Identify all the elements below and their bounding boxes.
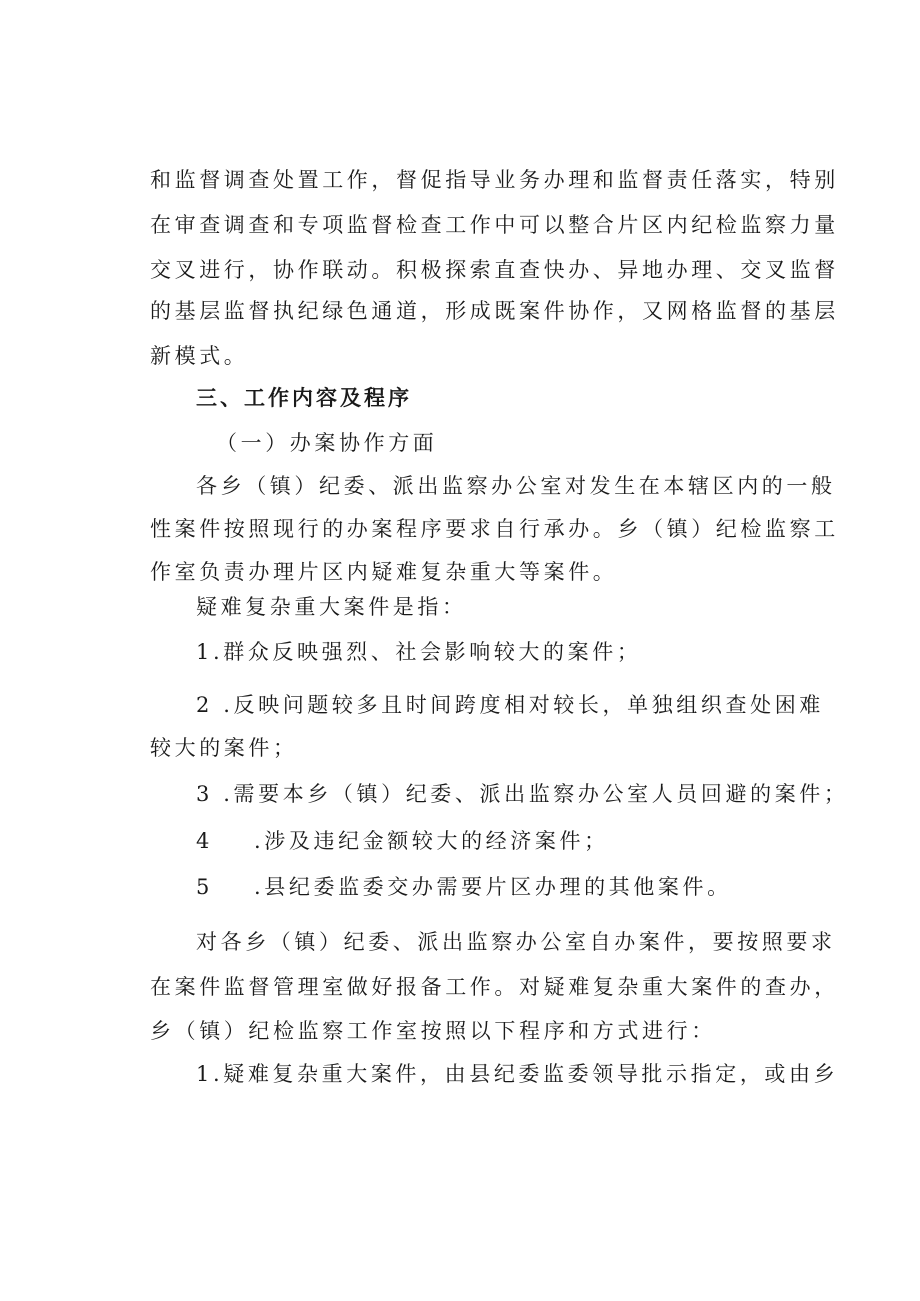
list-item: 1.群众反映强烈、社会影响较大的案件；	[196, 640, 642, 664]
body-line: 交叉进行，协作联动。积极探索直查快办、异地办理、交叉监督	[150, 258, 839, 282]
body-line: 新模式。	[150, 344, 249, 368]
list-item: 2 .反映问题较多且时间跨度相对较长，单独组织查处困难	[196, 693, 824, 717]
list-item: 3 .需要本乡（镇）纪委、派出监察办公室人员回避的案件；	[196, 782, 849, 806]
body-line: 的基层监督执纪绿色通道，形成既案件协作，又网格监督的基层	[150, 299, 839, 323]
list-item-text: .县纪委监委交办需要片区办理的其他案件。	[254, 875, 732, 899]
list-item-number: 5	[196, 875, 210, 899]
paragraph-line: 乡（镇）纪检监察工作室按照以下程序和方式进行：	[150, 1019, 716, 1043]
list-item-number: 4	[196, 829, 210, 853]
paragraph-line: 作室负责办理片区内疑难复杂重大等案件。	[150, 560, 618, 584]
paragraph-line: 各乡（镇）纪委、派出监察办公室对发生在本辖区内的一般	[196, 474, 836, 498]
procedure-item: 1.疑难复杂重大案件，由县纪委监委领导批示指定，或由乡	[196, 1062, 839, 1086]
definition-intro: 疑难复杂重大案件是指：	[196, 595, 467, 619]
list-item-text: .涉及违纪金额较大的经济案件；	[254, 829, 609, 853]
body-line: 在审查调查和专项监督检查工作中可以整合片区内纪检监察力量	[150, 213, 839, 237]
subsection-heading: （一）办案协作方面	[216, 431, 438, 455]
list-item	[196, 826, 800, 856]
body-line: 和监督调查处置工作，督促指导业务办理和监督责任落实，特别	[150, 168, 839, 192]
paragraph-line: 在案件监督管理室做好报备工作。对疑难复杂重大案件的查办，	[150, 975, 839, 999]
list-item	[196, 872, 800, 902]
paragraph-line: 对各乡（镇）纪委、派出监察办公室自办案件，要按照要求	[196, 930, 836, 954]
paragraph-line: 性案件按照现行的办案程序要求自行承办。乡（镇）纪检监察工	[150, 517, 839, 541]
section-heading: 三、工作内容及程序	[196, 386, 412, 410]
list-item-continuation: 较大的案件；	[150, 736, 298, 760]
